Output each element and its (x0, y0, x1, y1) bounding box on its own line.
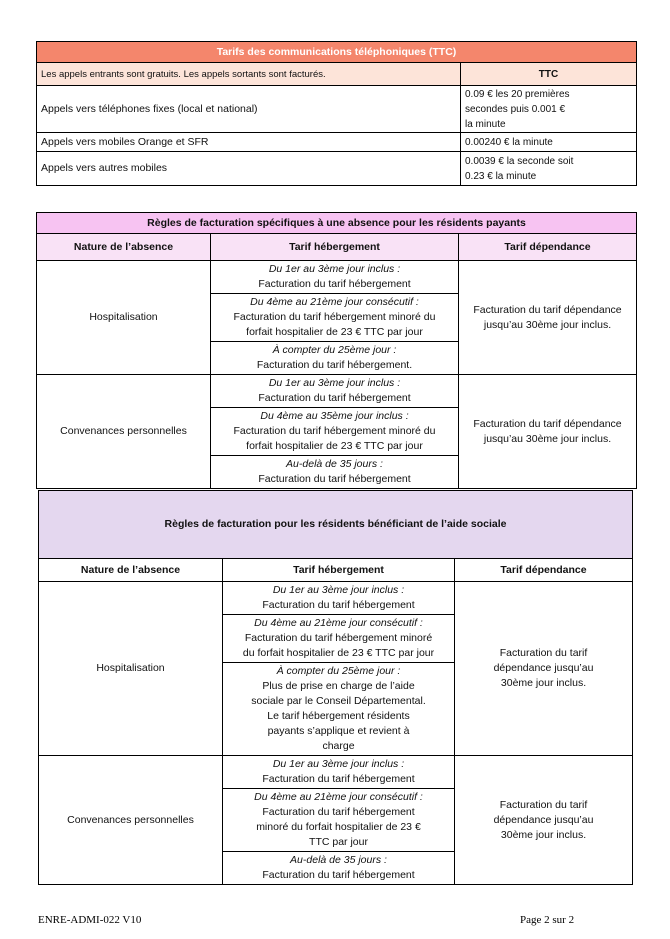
table-title: Règles de facturation pour les résidents bénéficiant de l’aide sociale (39, 491, 633, 559)
table-row (37, 152, 637, 186)
dependance-cell: Facturation du tarif dépendance jusqu’au 30ème jour inclus. (459, 375, 637, 489)
period-cell: Du 1er au 3ème jour inclus : Facturation du tarif hébergement (223, 756, 455, 789)
period-cell: À compter du 25ème jour : Plus de prise en charge de l’aide sociale par le Conseil Départemental. Le tarif hébergement résidents payants s’applique et revient à charge (223, 663, 455, 756)
column-header: Tarif dépendance (459, 234, 637, 261)
period-cell: Au-delà de 35 jours : Facturation du tarif hébergement (223, 852, 455, 885)
call-price: 0.00240 € la minute (461, 133, 637, 152)
absence-nature: Convenances personnelles (39, 756, 223, 885)
table-title: Règles de facturation spécifiques à une absence pour les résidents payants (37, 213, 637, 234)
table-row (37, 261, 637, 294)
call-type: Appels vers téléphones fixes (local et national) (37, 86, 461, 133)
phone-tariffs-table (36, 41, 637, 186)
column-header: Nature de l’absence (37, 234, 211, 261)
call-price: 0.09 € les 20 premières secondes puis 0.001 € la minute (461, 86, 637, 133)
period-cell: Du 4ème au 21ème jour consécutif : Facturation du tarif hébergement minoré du forfait hospitalier de 23 € TTC par jour (211, 294, 459, 342)
dependance-cell: Facturation du tarif dépendance jusqu’au 30ème jour inclus. (455, 582, 633, 756)
period-cell: Du 1er au 3ème jour inclus : Facturation du tarif hébergement (223, 582, 455, 615)
absence-nature: Convenances personnelles (37, 375, 211, 489)
column-header: Tarif dépendance (455, 559, 633, 582)
table-subheader: Les appels entrants sont gratuits. Les appels sortants sont facturés. (37, 63, 461, 86)
table-row (37, 86, 637, 133)
social-aid-residents-table (38, 490, 633, 885)
paying-residents-table (36, 212, 637, 489)
table-row (37, 133, 637, 152)
dependance-cell: Facturation du tarif dépendance jusqu’au 30ème jour inclus. (459, 261, 637, 375)
column-header-ttc: TTC (461, 63, 637, 86)
period-cell: Au-delà de 35 jours : Facturation du tarif hébergement (211, 456, 459, 489)
period-cell: Du 1er au 3ème jour inclus : Facturation du tarif hébergement (211, 261, 459, 294)
page-number: Page 2 sur 2 (520, 914, 575, 926)
table-row (39, 582, 633, 615)
period-cell: Du 1er au 3ème jour inclus : Facturation du tarif hébergement (211, 375, 459, 408)
call-type: Appels vers mobiles Orange et SFR (37, 133, 461, 152)
column-header: Tarif hébergement (211, 234, 459, 261)
period-cell: À compter du 25ème jour : Facturation du tarif hébergement. (211, 342, 459, 375)
table-title: Tarifs des communications téléphoniques (TTC) (37, 42, 637, 63)
column-header: Nature de l’absence (39, 559, 223, 582)
document-reference: ENRE-ADMI-022 V10 (38, 914, 142, 926)
absence-nature: Hospitalisation (39, 582, 223, 756)
period-cell: Du 4ème au 21ème jour consécutif : Facturation du tarif hébergement minoré du forfait hospitalier de 23 € TTC par jour (223, 789, 455, 852)
period-cell: Du 4ème au 21ème jour consécutif : Facturation du tarif hébergement minoré du forfait hospitalier de 23 € TTC par jour (223, 615, 455, 663)
dependance-cell: Facturation du tarif dépendance jusqu’au 30ème jour inclus. (455, 756, 633, 885)
period-cell: Du 4ème au 35ème jour inclus : Facturation du tarif hébergement minoré du forfait hospitalier de 23 € TTC par jour (211, 408, 459, 456)
table-row (39, 756, 633, 789)
column-header: Tarif hébergement (223, 559, 455, 582)
call-price: 0.0039 € la seconde soit 0.23 € la minute (461, 152, 637, 186)
absence-nature: Hospitalisation (37, 261, 211, 375)
call-type: Appels vers autres mobiles (37, 152, 461, 186)
table-row (37, 375, 637, 408)
